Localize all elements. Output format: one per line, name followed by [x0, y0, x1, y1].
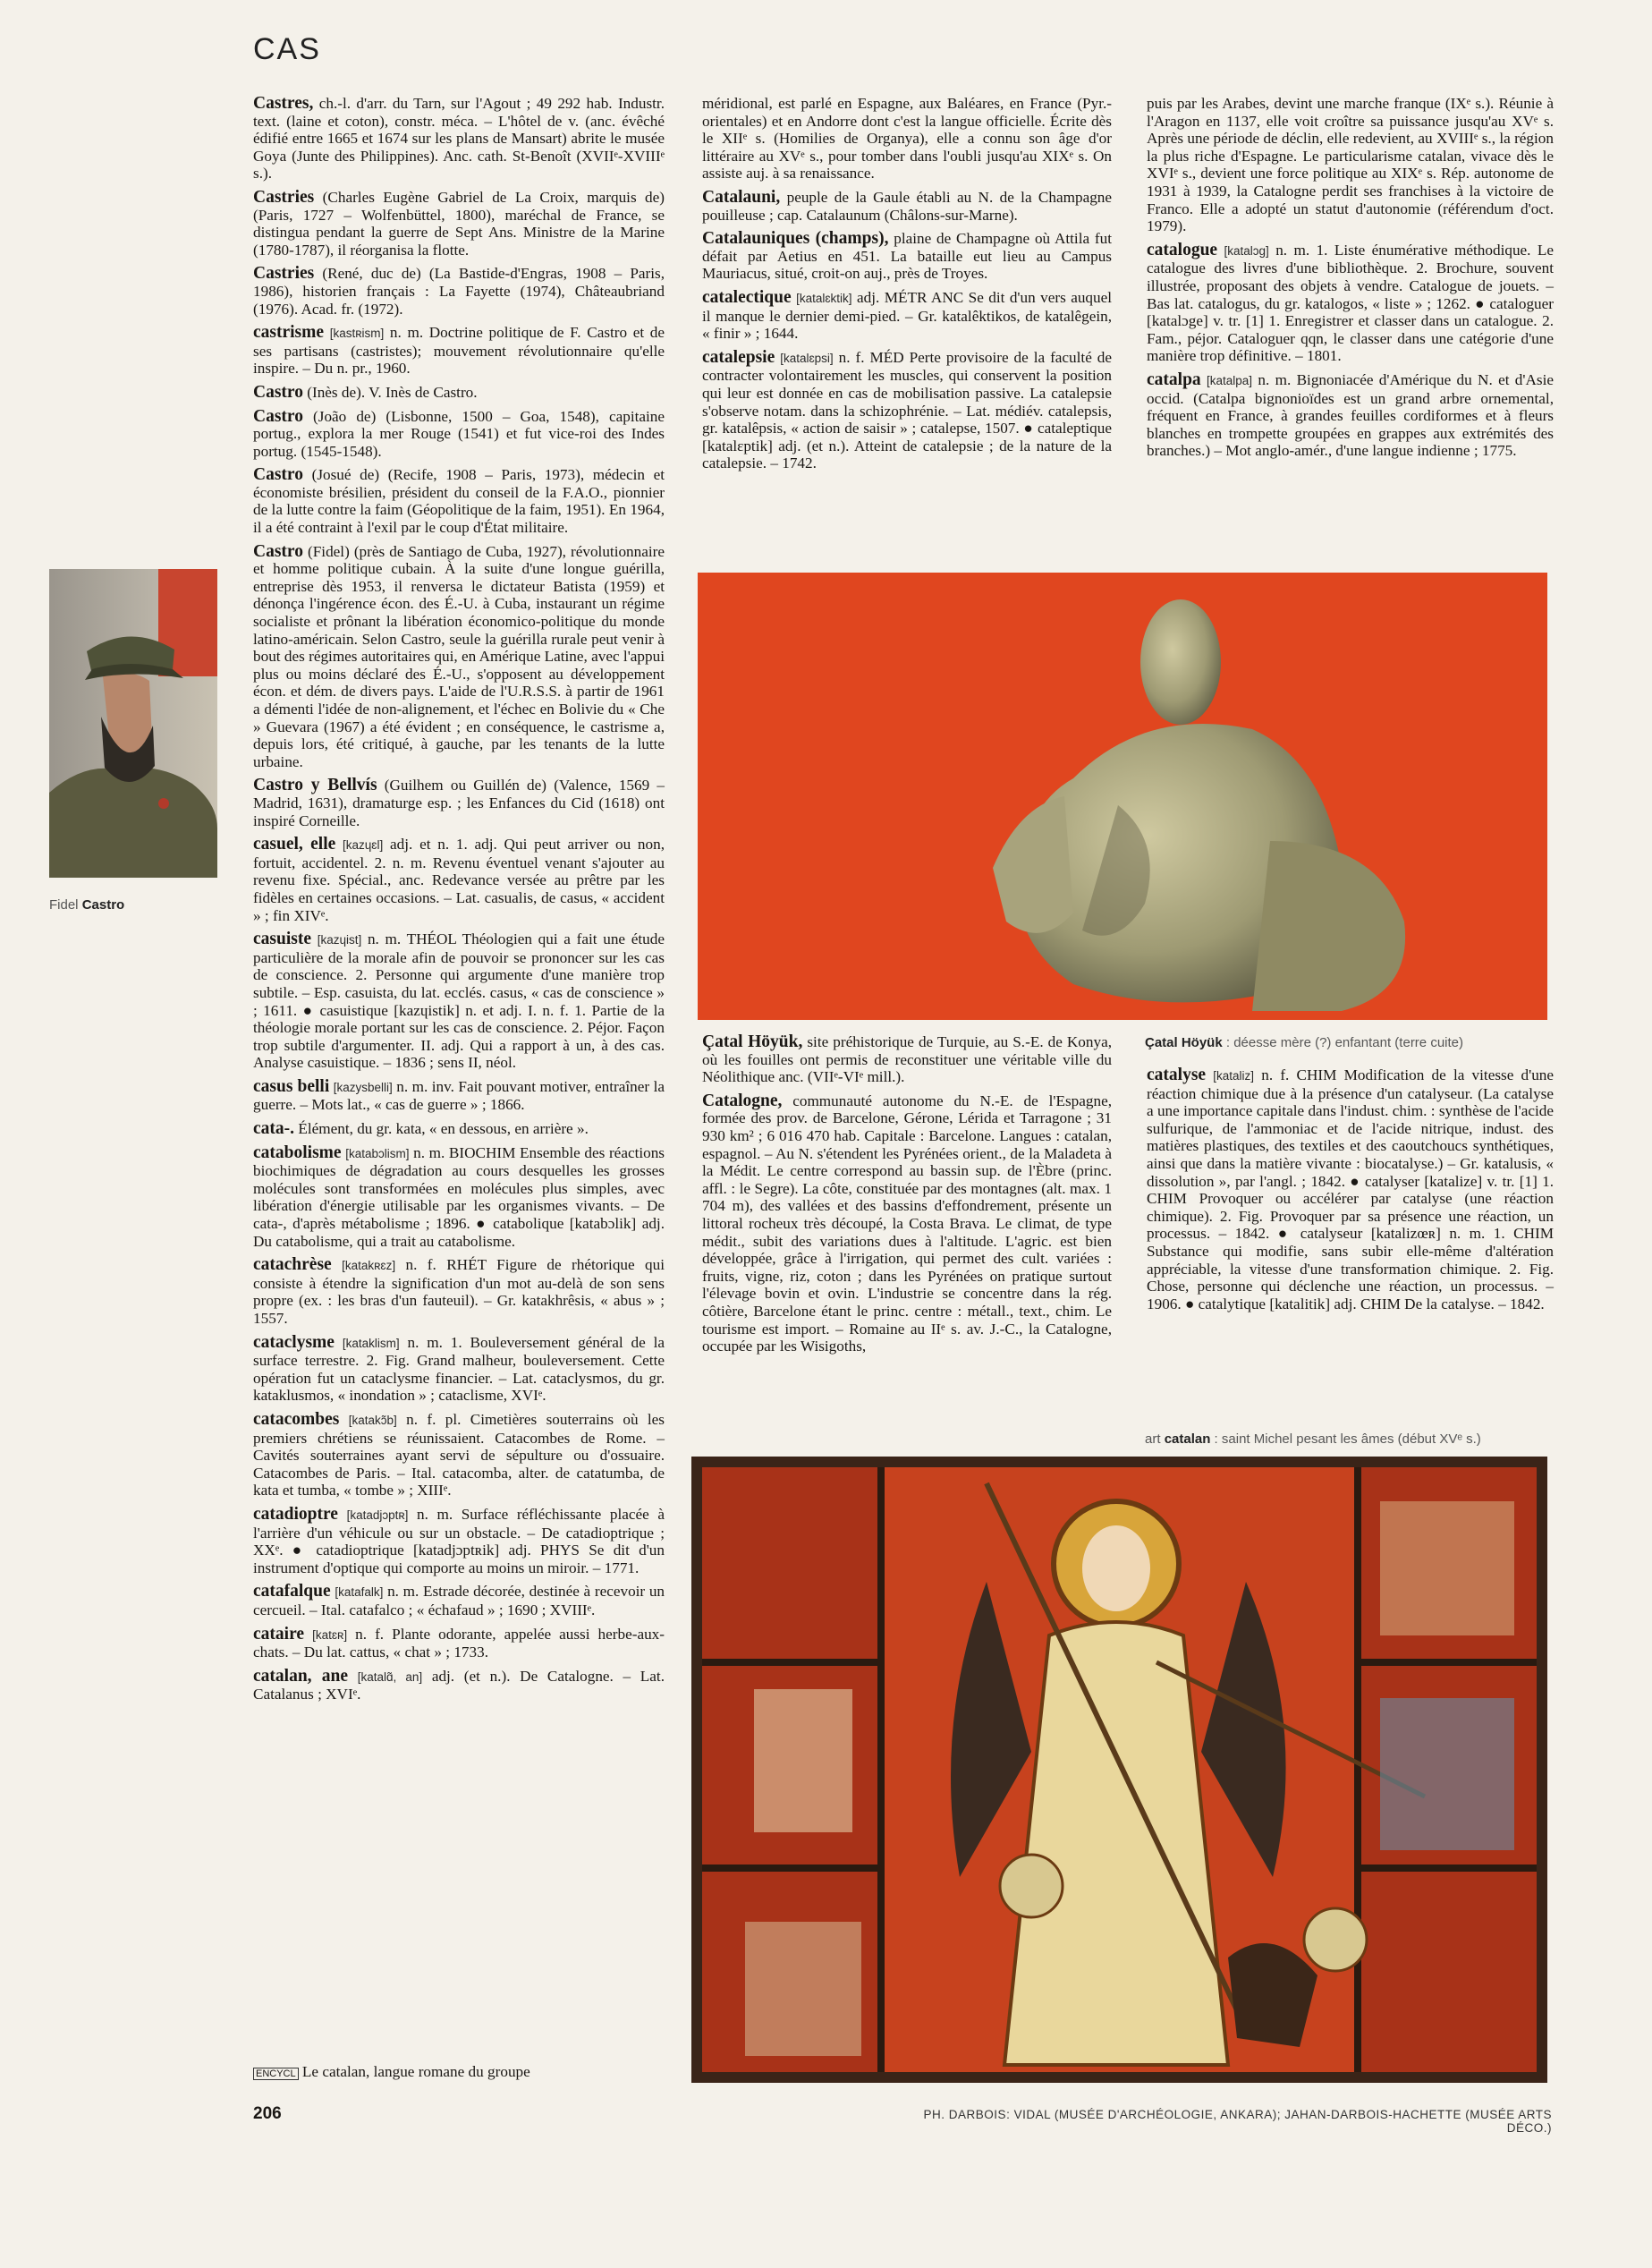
- entry-headword: cata-.: [253, 1119, 295, 1139]
- entry: [253, 408, 665, 461]
- entry-headword: castrisme: [253, 323, 325, 343]
- entry: [253, 1583, 665, 1618]
- entry-headword: catalan, ane: [253, 1666, 349, 1686]
- entry-headword: Castro y Bellvís: [253, 776, 377, 795]
- entry-text: plaine de Champagne où Attila fut défait par Aetius en 451. La bataille eut lieu au Campus Mauriacus, situé, croit-on auj., près de Troyes.: [702, 230, 1112, 283]
- entry-headword: casuel, elle: [253, 835, 336, 854]
- entry: [253, 1411, 665, 1499]
- entry: [253, 1120, 665, 1138]
- entry-phonetic: [katabɔlism]: [345, 1146, 410, 1160]
- entry: [253, 777, 665, 829]
- entry-headword: Catalogne,: [702, 1091, 783, 1110]
- column-1-end: [253, 2063, 665, 2084]
- encyclopedia-marker: ENCYCL: [253, 2068, 299, 2080]
- entry-headword: casus belli: [253, 1076, 330, 1096]
- entry-text: peuple de la Gaule établi au N. de la Champagne pouilleuse ; cap. Catalaunum (Châlons-sur-Marne).: [702, 188, 1113, 224]
- caption-prefix: Fidel: [49, 897, 82, 913]
- entry: [1147, 371, 1554, 460]
- entry-headword: catachrèse: [253, 1255, 332, 1275]
- entry-phonetic: [kazysbelli]: [333, 1080, 393, 1094]
- col1-end-text: Le catalan, langue romane du groupe: [301, 2063, 530, 2080]
- entry-headword: Castro: [253, 465, 303, 485]
- entry: [253, 265, 665, 318]
- entry-phonetic: [katadjɔptʀ]: [346, 1508, 409, 1522]
- entry-headword: casuiste: [253, 930, 311, 949]
- entry-phonetic: [katalɑ̃, an]: [357, 1669, 423, 1684]
- entry-headword: Castries: [253, 264, 315, 284]
- entry-headword: cataclysme: [253, 1332, 335, 1352]
- caption-prefix: art: [1145, 1431, 1165, 1447]
- art-catalan-caption: [1145, 1431, 1481, 1447]
- entry: [253, 1078, 665, 1114]
- entry-headword: catalectique: [702, 287, 792, 307]
- caption-name: Çatal Höyük: [1145, 1035, 1223, 1050]
- entry-text: site préhistorique de Turquie, au S.-E. de Konya, où les fouilles ont permis de reconstituer une véritable ville du Néolithique anc. (VIIᵉ-VIᵉ mill.).: [702, 1033, 1112, 1086]
- entry-headword: catalepsie: [702, 347, 775, 367]
- entry: [253, 95, 665, 183]
- entry-phonetic: [katakʀɛz]: [342, 1259, 396, 1273]
- entry-text: (Fidel) (près de Santiago de Cuba, 1927), révolutionnaire et homme politique cubain. À la suite d'une longue guérilla, entreprise dès 1953, il renversa le dictateur Batista (1959) et dénonça l'ingérence écon. des É.-U. à Cuba, instaurant un régime socialiste et prônant la libération économico-politique du monde latino-américain. Selon Castro, seule la guérilla rurale peut venir à bout des régimes autoritaires qui, en Amérique Latine, avec l'appui plus ou moins déclaré des É.-U., s'opposent au développement écon. et dém. de divers pays. L'aide de l'U.R.S.S. à partir de 1961 a démenti l'idée de non-alignement, et l'échec en Bolivie du « Che » Guevara (1967) a été évident ; en conséquence, le castrisme a, depuis lors, été critiqué, à gauche, par les tenants de la lutte urbaine.: [253, 542, 665, 770]
- column-3-bottom: [1147, 1066, 1554, 1319]
- running-head: CAS: [253, 32, 321, 66]
- entry-headword: catacombes: [253, 1409, 340, 1429]
- entry-text: n. m. Bignoniacée d'Amérique du N. et d'Asie occid. (Catalpa bignonioïdes est un grand arbre ornemental, fréquent en France, à grandes feuilles cordiformes et à fleurs blanches en trompette groupées en grappes aux extrémités des branches.) – Mot anglo-amér., d'une langue indienne ; 1775.: [1147, 370, 1555, 460]
- entry-text: ch.-l. d'arr. du Tarn, sur l'Agout ; 49 292 hab. Industr. text. (laine et coton), constr. méca. – L'hôtel de v. (anc. évêché édifié entre 1665 et 1674 sur les plans de Mansart) abrite le musée Goya (Junte des Philippines). Anc. cath. St-Benoît (XVIIᵉ-XVIIIᵉ s.).: [253, 95, 665, 183]
- entry-text: (René, duc de) (La Bastide-d'Engras, 1908 – Paris, 1986), historien français : La Fayette (1974), Châteaubriand (1976). Acad. fr. (1972).: [253, 265, 665, 318]
- entry-headword: catafalque: [253, 1582, 331, 1601]
- entry-text: n. m. 1. Bouleversement général de la surface terrestre. 2. Fig. Grand malheur, bouleversement. Cette opération fut un cataclysme financier. – Lat. cataclysmos, du gr. kataklusmos, « inondation » ; cataclisme, XVIᵉ.: [253, 1333, 665, 1405]
- entry-text: (Guilhem ou Guillén de) (Valence, 1569 – Madrid, 1631), dramaturge esp. ; les Enfances du Cid (1618) ont inspiré Corneille.: [253, 777, 665, 829]
- entry: [1147, 1066, 1554, 1312]
- entry-headword: Castres,: [253, 94, 314, 113]
- entry-text: communauté autonome du N.-E. de l'Espagne, formée des prov. de Barcelone, Gérone, Lérida et Tarragone ; 31 930 km² ; 6 016 470 hab. Capitale : Barcelone. Langues : catalan, espagnol. – Au N. s'étendent les Pyrénées orient., de la Maladeta à la Médit. Le centre correspond au bassin sup. de l'Èbre (princ. affl. : le Segre). La côte, constituée par des montagnes (alt. max. 1 704 m), des vallées et des bassins d'effondrement, présente un littoral rocheux très découpé, la Costa Brava. Le climat, de type médit., subit des variations dues à l'altitude. L'agric. est bien développée, grâce à l'irrigation, qui permet des cult. variées : fruits, vigne, riz, coton ; dans les Pyrénées on pratique surtout l'élevage bovin et ovin. L'industrie se concentre dans la rég. côtière, Barcelone étant le princ. centre : métall., text., chim. Le tourisme est import. – Romaine au IIᵉ s. av. J.-C., la Catalogne, occupée par les Wisigoths,: [702, 1092, 1112, 1355]
- caption-text: : déesse mère (?) enfantant (terre cuite): [1222, 1035, 1463, 1050]
- entry-phonetic: [katɛʀ]: [312, 1627, 348, 1642]
- entry-phonetic: [kataklism]: [342, 1336, 400, 1350]
- entry: [253, 324, 665, 378]
- entry: [702, 1033, 1112, 1086]
- entry-text: n. f. MÉD Perte provisoire de la faculté de contracter volontairement les muscles, qui conservent la position qui leur est donnée en cas de mobilisation passive. La catalepsie s'observe notam. dans la schizophrénie. – Lat. médiév. catalepsis, gr. katalêpsis, « action de saisir » ; catalepse, 1507. ● cataleptique [katalɛptik] adj. (et n.). Atteint de catalepsie ; de la nature de la catalepsie. – 1742.: [702, 348, 1113, 472]
- entry: [1147, 242, 1554, 365]
- entry: [253, 1506, 665, 1576]
- entry: [253, 836, 665, 924]
- page-number: 206: [253, 2104, 282, 2123]
- entry-phonetic: [katalɛpsi]: [780, 351, 834, 365]
- entry-headword: Catalauniques (champs),: [702, 229, 889, 249]
- entry: [253, 1668, 665, 1703]
- entry-headword: Castro: [253, 406, 303, 426]
- entry-phonetic: [kataliz]: [1213, 1069, 1255, 1083]
- entry-text: (João de) (Lisbonne, 1500 – Goa, 1548), capitaine portug., explora la mer Rouge (1541) et fut vice-roi des Indes portug. (1545-1548).: [253, 407, 665, 460]
- entry-headword: catabolisme: [253, 1142, 342, 1162]
- entry-headword: Castro: [253, 541, 303, 561]
- entry: [253, 189, 665, 259]
- entry-text: n. m. inv. Fait pouvant motiver, entraîner la guerre. – Mots lat., « cas de guerre » ; 1866.: [253, 1077, 665, 1114]
- entry: [253, 384, 665, 402]
- entry-text: n. m. Estrade décorée, destinée à recevoir un cercueil. – Ital. catafalco ; « échafaud » ; 1690 ; XVIIIᵉ.: [253, 1583, 665, 1618]
- entry-phonetic: [katafalk]: [335, 1585, 384, 1600]
- entry-text: puis par les Arabes, devint une marche franque (IXᵉ s.). Réunie à l'Aragon en 1137, elle voit croître sa puissance jusqu'au XVᵉ s. Après une période de déclin, elle redevient, au XVIIIᵉ s., la région la plus riche d'Espagne. Le particularisme catalan, vivace dès le XVIᵉ s., devient une force politique au XIXᵉ s. Rép. autonome de 1931 à 1939, la Catalogne perdit ses franchises à la victoire de Franco. Elle a adopté un statut d'autonomie (référendum d'oct. 1979).: [1147, 95, 1554, 235]
- column-2-top: [702, 95, 1112, 479]
- entry-text: n. m. BIOCHIM Ensemble des réactions biochimiques de dégradation au cours desquelles les grosses molécules sont transformées en molécules plus simples, avec libération d'énergie utilisable par les organismes vivants. – De cata-, d'après métabolisme ; 1896. ● catabolique [katabɔlik] adj. Du catabolisme, qui a trait au catabolisme.: [253, 1143, 665, 1250]
- entry-phonetic: [kazɥɛl]: [343, 838, 384, 853]
- entry: [253, 1256, 665, 1327]
- entry: [1147, 95, 1554, 235]
- entry-headword: catalpa: [1147, 370, 1201, 389]
- entry: [702, 1092, 1112, 1355]
- entry: [702, 230, 1112, 283]
- entry-phonetic: [kastʀism]: [329, 327, 385, 341]
- entry-headword: cataire: [253, 1624, 305, 1644]
- caption-text: : saint Michel pesant les âmes (début XVᵉ s.): [1210, 1431, 1481, 1447]
- entry-text: (Charles Eugène Gabriel de La Croix, marquis de) (Paris, 1727 – Wolfenbüttel, 1800), maréchal de France, se distingua pendant la guerre de Sept Ans. Ministre de la Marine (1780-1787), il réorganisa la flotte.: [253, 188, 665, 259]
- column-3-top: [1147, 95, 1554, 466]
- column-2-bottom: [702, 1033, 1112, 1362]
- entry-text: n. m. Surface réfléchissante placée à l'arrière d'un véhicule ou sur un obstacle. – De catadioptrique ; XXᵉ. ● catadioptrique [katadjɔptʀik] adj. PHYS Se dit d'un instrument d'optique qui comporte au moins un miroir. – 1771.: [253, 1505, 665, 1576]
- entry-text: n. f. RHÉT Figure de rhétorique qui consiste à étendre la signification d'un mot au-delà de son sens propre (ex. : les bras d'un fauteuil). – Gr. katakhrêsis, « abus » ; 1557.: [253, 1256, 665, 1327]
- entry-text: n. m. 1. Liste énumérative méthodique. Le catalogue des livres d'une bibliothèque. 2. Brochure, souvent illustrée, proposant des objets à vendre. Catalogue de jouets. – Bas lat. catalogus, du gr. katalogos, « liste » ; 1262. ● cataloguer [katalɔge] v. tr. [1] 1. Enregistrer et classer dans un catalogue. 2. Fam., péjor. Cataloguer qqn, le classer dans une catégorie d'une manière trop définitive. – 1801.: [1147, 241, 1555, 365]
- saint-michel-painting: [691, 1457, 1547, 2083]
- caption-name: Castro: [81, 897, 125, 913]
- castro-caption: [49, 897, 124, 913]
- photo-credits: PH. DARBOIS: VIDAL (MUSÉE D'ARCHÉOLOGIE, ANKARA); JAHAN-DARBOIS-HACHETTE (MUSÉE ARTS DÉCO.): [923, 2108, 1552, 2135]
- entry-headword: catalyse: [1147, 1066, 1207, 1084]
- entry-text: n. f. CHIM Modification de la vitesse d'une réaction chimique due à la présence d'un catalyseur. (La catalyse a une importance capitale dans l'indust. chim. : synthèse de l'acide sulfurique, de l'ammoniac et de l'acide nitrique, indust. des matières plastiques, des textiles et des caoutchoucs synthétiques, ainsi que dans la matière vivante : biocatalyse.) – Gr. katalusis, « dissolution », par l'angl. ; 1842. ● catalyser [katalize] v. tr. [1] 1. CHIM Provoquer ou accélérer par catalyse (une réaction chimique). 2. Fig. Provoquer par sa présence une réaction, un processus. – 1842. ● catalyseur [katalizœʀ] n. m. 1. CHIM Substance qui modifie, sans subir elle-même d'altération appréciable, la vitesse d'une transformation chimique. 2. Fig. Chose, personne qui déclenche une réaction, un processus. – 1906. ● catalytique [katalitik] adj. CHIM De la catalyse. – 1842.: [1147, 1066, 1555, 1312]
- caption-name: catalan: [1164, 1431, 1211, 1447]
- entry: [253, 930, 665, 1072]
- entry-phonetic: [katalɛktik]: [796, 291, 852, 305]
- entry: [253, 466, 665, 536]
- entry: [702, 289, 1112, 343]
- entry: [253, 1626, 665, 1661]
- entry-headword: Catalauni,: [702, 187, 781, 207]
- entry-text: (Inès de). V. Inès de Castro.: [307, 383, 478, 401]
- entry: [253, 1144, 665, 1251]
- fidel-castro-photo: [49, 569, 217, 878]
- entry-headword: Çatal Höyük,: [702, 1032, 803, 1051]
- entry: [702, 189, 1112, 224]
- entry-phonetic: [katalɔg]: [1224, 243, 1269, 258]
- entry-text: n. f. Plante odorante, appelée aussi herbe-aux-chats. – Du lat. cattus, « chat » ; 1733.: [253, 1625, 665, 1661]
- entry-phonetic: [kazɥist]: [317, 933, 362, 947]
- entry: [253, 543, 665, 771]
- entry-headword: Castro: [253, 382, 303, 402]
- entry-text: (Josué de) (Recife, 1908 – Paris, 1973), médecin et économiste brésilien, président du conseil de la F.A.O., pionnier de la lutte contre la faim (Géopolitique de la faim, 1951). En 1964, il a été contraint à l'exil par le coup d'État militaire.: [253, 466, 665, 537]
- entry-text: n. f. pl. Cimetières souterrains où les premiers chrétiens se réunissaient. Catacombes de Rome. – Cavités souterraines ayant servi de sépulture ou d'ossuaire. Catacombes de Paris. – Ital. catacomba, alter. de catatumba, de kata et tumba, « tombe » ; XIIIᵉ.: [253, 1410, 665, 1499]
- entry-text: n. m. THÉOL Théologien qui a fait une étude particulière de la morale afin de pouvoir se prononcer sur les cas de conscience. 2. Personne qui argumente d'une manière trop subtile. – Esp. casuista, du lat. ecclés. casus, « cas de conscience » ; 1611. ● casuistique [kazɥistik] n. et adj. I. n. f. 1. Partie de la théologie morale portant sur les cas de conscience. 2. Péjor. Façon trop subtile d'argumenter. II. adj. Qui a rapport à un, à des cas. Analyse casuistique. – 1836 ; sens II, néol.: [253, 930, 665, 1072]
- entry: [253, 1334, 665, 1405]
- entry-headword: catadioptre: [253, 1504, 338, 1524]
- entry: [702, 349, 1112, 472]
- entry-text: méridional, est parlé en Espagne, aux Baléares, en France (Pyr.-orientales) et en Andorre dont c'est la langue officielle. Écrite dès le XIIᵉ s. (Homilies de Organya), elle a connu son âge d'or littéraire au XVᵉ s., pour tomber dans l'oubli jusqu'au XIXᵉ s. On assiste auj. à sa renaissance.: [702, 95, 1112, 183]
- entry: [702, 95, 1112, 183]
- catal-hoyuk-statue-photo: [698, 573, 1547, 1020]
- entry-headword: Castries: [253, 187, 315, 207]
- entry-headword: catalogue: [1147, 240, 1218, 259]
- entry-text: Élément, du gr. kata, « en dessous, en arrière ».: [298, 1120, 589, 1138]
- entry-phonetic: [katakɔ̃b]: [348, 1413, 397, 1427]
- entry-text: adj. (et n.). De Catalogne. – Lat. Catalanus ; XVIᵉ.: [253, 1667, 665, 1703]
- entry-phonetic: [katalpa]: [1207, 373, 1253, 387]
- entry-text: adj. et n. 1. adj. Qui peut arriver ou non, fortuit, accidentel. 2. n. m. Revenu éventuel venant s'ajouter au revenu fixe. Spécial., anc. Redevance versée au prêtre par les fidèles en certaines occasions. – Lat. casualis, de casus, « accident » ; fin XIVᵉ.: [253, 836, 665, 924]
- column-1: [253, 95, 665, 1710]
- entry-text: adj. MÉTR ANC Se dit d'un vers auquel il manque le dernier demi-pied. – Gr. katalêktikos, de katalêgein, « finir » ; 1644.: [702, 288, 1113, 343]
- entry-text: n. m. Doctrine politique de F. Castro et de ses partisans (castristes); mouvement révolutionnaire qu'elle inspire. – Du n. pr., 1960.: [253, 324, 665, 378]
- catal-hoyuk-caption: [1145, 1035, 1463, 1050]
